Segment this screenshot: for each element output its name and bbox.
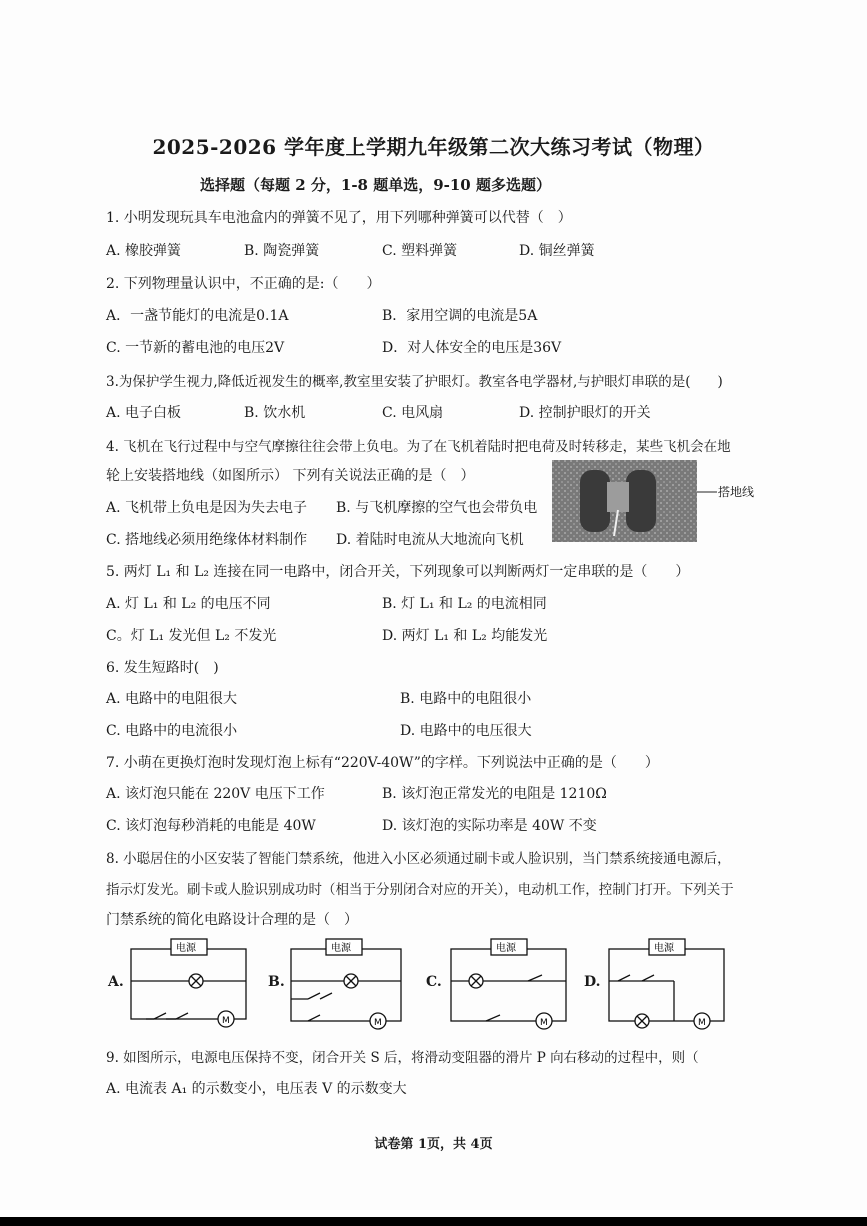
q8-fig-d-label: D. [584, 974, 601, 990]
q7-option-c: C. 该灯泡每秒消耗的电能是 40W [106, 818, 316, 834]
q3-option-d: D. 控制护眼灯的开关 [519, 405, 651, 421]
q8-circuit-c [446, 934, 576, 1034]
q6-option-a: A. 电路中的电阻很大 [106, 691, 238, 707]
q5-option-c: C。灯 L₁ 发光但 L₂ 不发光 [106, 628, 277, 644]
q8-circuit-a [126, 934, 256, 1034]
q2-option-b: B．家用空调的电流是5A [382, 308, 538, 324]
q1-option-d: D. 铜丝弹簧 [519, 243, 595, 259]
q5-stem: 5. 两灯 L₁ 和 L₂ 连接在同一电路中，闭合开关，下列现象可以判断两灯一定串联的是（ ） [106, 564, 690, 580]
q3-option-c: C. 电风扇 [382, 405, 444, 421]
motor-label: M [222, 1016, 230, 1026]
power-label: 电源 [176, 943, 196, 954]
motor-label: M [374, 1018, 382, 1028]
q8-fig-b-label: B. [268, 974, 285, 990]
q2-stem: 2. 下列物理量认识中，不正确的是:（ ） [106, 276, 381, 292]
q6-option-c: C. 电路中的电流很小 [106, 723, 238, 739]
motor-label: M [698, 1018, 706, 1028]
q5-option-d: D. 两灯 L₁ 和 L₂ 均能发光 [382, 628, 548, 644]
q4-option-b: B. 与飞机摩擦的空气也会带负电 [336, 500, 538, 516]
q8-fig-a-label: A. [108, 974, 124, 990]
section-heading: 选择题（每题 2 分，1-8 题单选，9-10 题多选题） [200, 176, 551, 194]
q5-option-b: B. 灯 L₁ 和 L₂ 的电流相同 [382, 596, 547, 612]
q4-option-c: C. 搭地线必须用绝缘体材料制作 [106, 532, 308, 548]
q8-circuit-d [604, 934, 734, 1034]
q8-circuit-b [286, 934, 411, 1034]
q6-stem: 6. 发生短路时( ) [106, 660, 219, 676]
q8-stem-line1: 8. 小聪居住的小区安装了智能门禁系统，他进入小区必须通过刷卡或人脸识别，当门禁系统接通电源后， [106, 851, 731, 867]
q1-stem: 1. 小明发现玩具车电池盒内的弹簧不见了，用下列哪种弹簧可以代替（ ） [106, 210, 572, 226]
q9-stem: 9. 如图所示，电源电压保持不变，闭合开关 S 后，将滑动变阻器的滑片 P 向右移动的过程中，则（ [106, 1050, 699, 1066]
q8-stem-line2: 指示灯发光。刷卡或人脸识别成功时（相当于分别闭合对应的开关），电动机工作，控制门打开。下列关于 [106, 882, 734, 898]
power-label: 电源 [654, 943, 674, 954]
q1-option-a: A. 橡胶弹簧 [106, 243, 182, 259]
q4-stem-line1: 4. 飞机在飞行过程中与空气摩擦往往会带上负电。为了在飞机着陆时把电荷及时转移走，某些飞机会在地 [106, 439, 731, 455]
q3-option-b: B. 饮水机 [244, 405, 306, 421]
q9-option-a: A. 电流表 A₁ 的示数变小，电压表 V 的示数变大 [106, 1081, 407, 1097]
power-label: 电源 [331, 943, 351, 954]
q4-stem-line2: 轮上安装搭地线（如图所示） 下列有关说法正确的是（ ） [106, 468, 475, 484]
q7-option-a: A. 该灯泡只能在 220V 电压下工作 [106, 786, 325, 802]
q4-photo-label: 搭地线 [718, 485, 755, 499]
q8-stem-line3: 门禁系统的简化电路设计合理的是（ ） [106, 912, 358, 928]
q2-option-a: A．一盏节能灯的电流是0.1A [106, 308, 289, 324]
q5-option-a: A. 灯 L₁ 和 L₂ 的电压不同 [106, 596, 271, 612]
q6-option-d: D. 电路中的电压很大 [400, 723, 532, 739]
q7-option-d: D. 该灯泡的实际功率是 40W 不变 [382, 818, 597, 834]
q8-fig-c-label: C. [426, 974, 442, 990]
page-title: 2025-2026 学年度上学期九年级第二次大练习考试（物理） [152, 135, 715, 159]
q1-option-c: C. 塑料弹簧 [382, 243, 458, 259]
q2-option-c: C. 一节新的蓄电池的电压2V [106, 340, 285, 356]
scan-edge-bar [0, 1217, 867, 1226]
q3-option-a: A. 电子白板 [106, 405, 182, 421]
q4-option-d: D. 着陆时电流从大地流向飞机 [336, 532, 524, 548]
power-label: 电源 [496, 943, 516, 954]
q4-aircraft-wheel-photo [552, 460, 762, 542]
page-footer: 试卷第 1页，共 4页 [374, 1137, 493, 1152]
q7-stem: 7. 小萌在更换灯泡时发现灯泡上标有“220V-40W”的字样。下列说法中正确的是（ ） [106, 755, 659, 771]
q7-option-b: B. 该灯泡正常发光的电阻是 1210Ω [382, 786, 607, 802]
q1-option-b: B. 陶瓷弹簧 [244, 243, 320, 259]
q4-option-a: A. 飞机带上负电是因为失去电子 [106, 500, 308, 516]
motor-label: M [540, 1018, 548, 1028]
q3-stem: 3.为保护学生视力,降低近视发生的概率,教室里安装了护眼灯。教室各电学器材,与护眼灯串联的是( ) [106, 374, 723, 390]
q2-option-d: D．对人体安全的电压是36V [382, 340, 562, 356]
q6-option-b: B. 电路中的电阻很小 [400, 691, 532, 707]
